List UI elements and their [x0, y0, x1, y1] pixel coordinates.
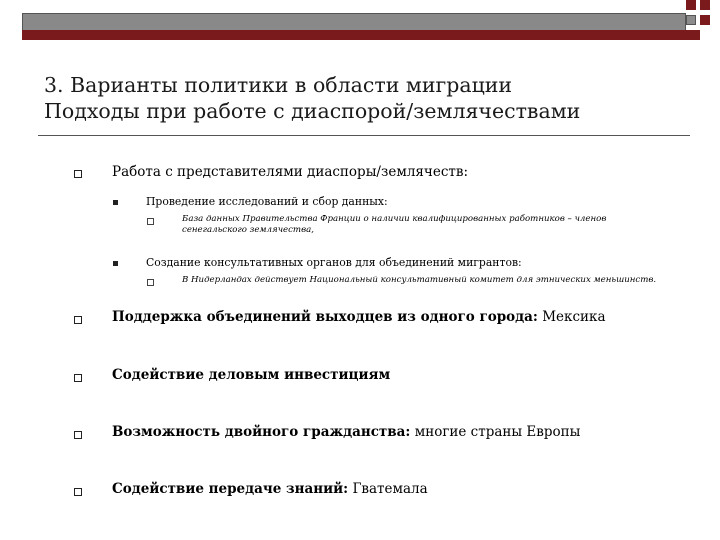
bullet-rest: Мексика	[537, 309, 606, 325]
bullet-text	[112, 481, 428, 497]
subsub-bullet-text: В Нидерландах действует Национальный консультативный комитет для этнических меньшинств.	[182, 275, 657, 285]
bullet-bold: Содействие деловым инвестициям	[112, 367, 391, 383]
bullet-square-icon	[74, 170, 82, 178]
corner-square	[686, 15, 696, 25]
sub-bullet-icon	[113, 261, 118, 266]
bullet-square-icon	[74, 374, 82, 382]
bullet-bold: Поддержка объединений выходцев из одного города:	[112, 309, 538, 325]
sub-bullet-icon	[113, 200, 118, 205]
sub-bullet-text: Проведение исследований и сбор данных:	[146, 195, 388, 208]
bullet-text	[112, 309, 606, 325]
header-bar-red	[22, 30, 700, 40]
bullet-text: Работа с представителями диаспоры/землячеств:	[112, 164, 469, 180]
corner-square	[700, 15, 710, 25]
bullet-square-icon	[74, 316, 82, 324]
subsub-bullet-icon	[147, 218, 154, 225]
title-line-2: Подходы при работе с диаспорой/землячествами	[44, 99, 581, 123]
sub-bullet-text: Создание консультативных органов для объединений мигрантов:	[146, 256, 522, 269]
subsub-bullet-text: База данных Правительства Франции о наличии квалифицированных работников – членов сенегальского землячества,	[182, 214, 607, 235]
bullet-text	[112, 367, 390, 383]
bullet-rest: многие страны Европы	[410, 424, 581, 440]
title-divider	[38, 135, 690, 136]
bullet-bold: Содействие передаче знаний:	[112, 481, 349, 497]
bullet-square-icon	[74, 488, 82, 496]
corner-square	[686, 0, 696, 10]
title-line-1: 3. Варианты политики в области миграции	[44, 73, 513, 97]
slide-title	[44, 72, 684, 124]
bullet-text	[112, 424, 580, 440]
bullet-bold: Возможность двойного гражданства:	[112, 424, 411, 440]
subsub-bullet-icon	[147, 279, 154, 286]
corner-square	[700, 0, 710, 10]
bullet-square-icon	[74, 431, 82, 439]
bullet-rest: Гватемала	[348, 481, 428, 497]
